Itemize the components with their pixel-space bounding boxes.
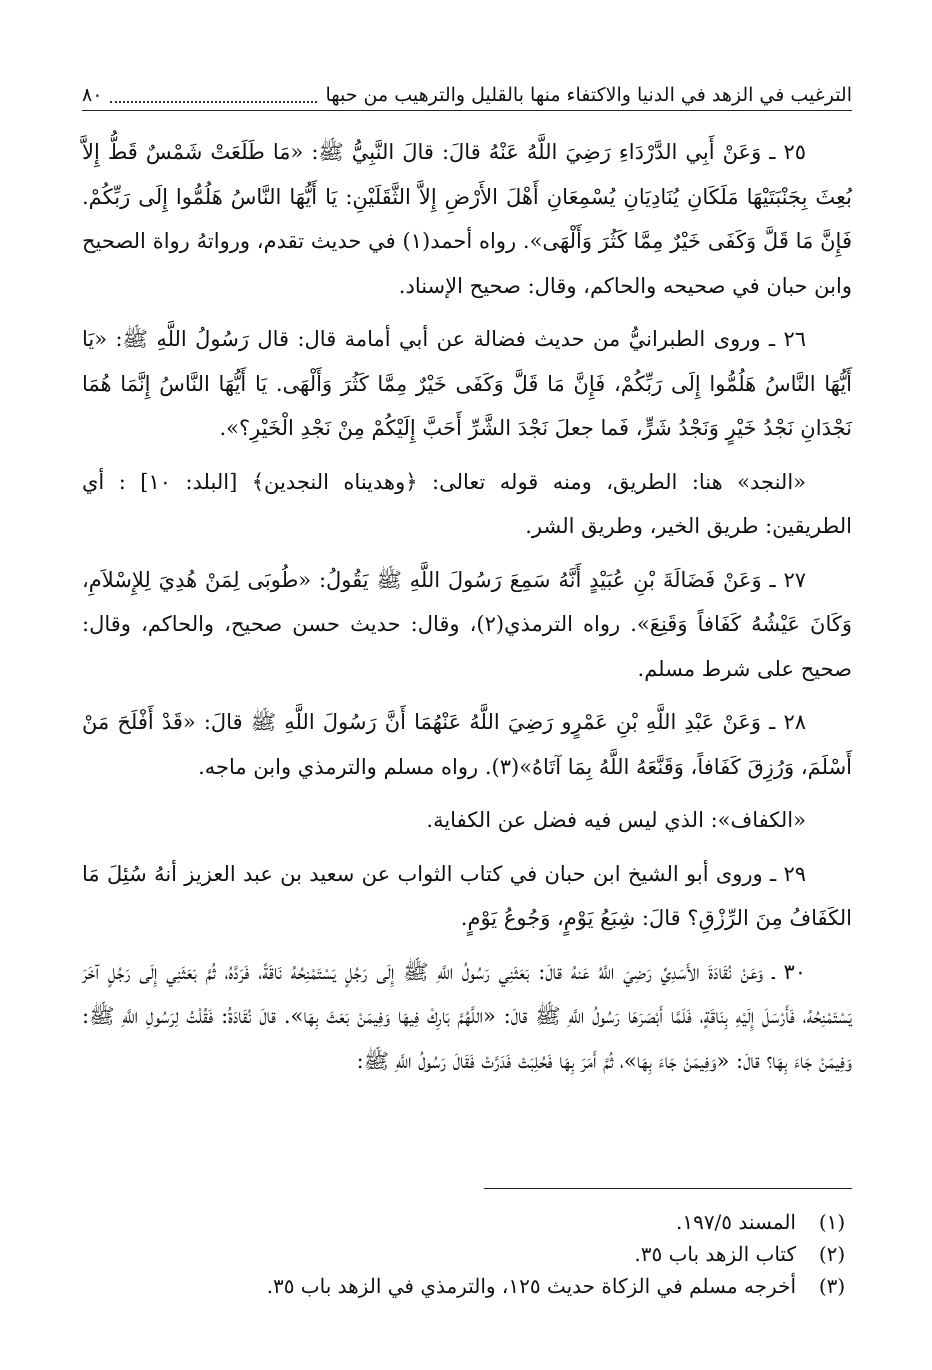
hadith-25-paragraph: ٢٥ ـ وَعَنْ أَبِي الدَّرْدَاءِ رَضِيَ اللَّهُ عَنْهُ قالَ: قالَ النَّبِيُّ ﷺ: «مَا طَلَعَتْ شَمْسٌ قَطُّ إِلاَّ بُعِثَ بِجَنْبَتَيْهَا مَلَكَانِ يُنَادِيَانِ يُسْمِعَانِ أَهْلَ الأَرْضِ إِلاَّ الثَّقَلَيْنِ: يَا أَيُّهَا النَّاسُ هَلُمُّوا إِلَى رَبِّكُمْ. فَإِنَّ مَا قَلَّ وَكَفَى خَيْرٌ مِمَّا كَثُرَ وَأَلْهَى». رواه أحمد(١) في حديث تقدم، ورواتهُ رواة الصحيح وابن حبان في صحيحه والحاكم، وقال: صحيح الإسناد.: [82, 140, 852, 298]
footnote-item: [82, 1206, 852, 1238]
hadith-26-paragraph: ٢٦ ـ وروى الطبرانيُّ من حديث فضالة عن أبي أمامة قال: قال رَسُولُ اللَّهِ ﷺ: «يَا أَيُّهَا النَّاسُ هَلُمُّوا إِلَى رَبِّكُمْ، فَإِنَّ مَا قَلَّ وَكَفَى خَيْرٌ مِمَّا كَثُرَ وَأَلْهَى. يَا أَيُّهَا النَّاسُ إِنَّمَا هُمَا نَجْدَانِ نَجْدُ خَيْرٍ وَنَجْدُ شَرٍّ، فَما جعلَ نَجْدَ الشَّرِّ أَحَبَّ إِلَيْكُمْ مِنْ نَجْدِ الْخَيْرِ؟».: [82, 327, 852, 440]
hadith-27-paragraph: ٢٧ ـ وَعَنْ فَضَالَةَ بْنِ عُبَيْدٍ أَنَّهُ سَمِعَ رَسُولَ اللَّهِ ﷺ يَقُولُ: «طُوبَى لِمَنْ هُدِيَ لِلإِسْلاَمِ، وَكَانَ عَيْشُهُ كَفَافاً وَقَنِعَ». رواه الترمذي(٢)، وقال: حديث حسن صحيح، والحاكم، وقال: صحيح على شرط مسلم.: [82, 567, 853, 681]
najd-explanation-paragraph: «النجد» هنا: الطريق، ومنه قوله تعالى: ﴿وهديناه النجدين﴾ [البلد: ١٠] : أي الطريقين: طريق الخير، وطريق الشر.: [82, 469, 852, 538]
hadith-28-paragraph: ٢٨ ـ وَعَنْ عَبْدِ اللَّهِ بْنِ عَمْرٍو رَضِيَ اللَّهُ عَنْهُمَا أَنَّ رَسُولَ اللَّهِ ﷺ قالَ: «قَدْ أَفْلَحَ مَنْ أَسْلَمَ، وَرُزِقَ كَفَافاً، وَقَنَّعَهُ اللَّهُ بِمَا آتَاهُ»(٣). رواه مسلم والترمذي وابن ماجه.: [82, 710, 852, 779]
page-header: [82, 78, 852, 108]
kafaf-explanation-paragraph: «الكفاف»: الذي ليس فيه فضل عن الكفاية.: [426, 808, 806, 832]
header-dot-leader: [110, 99, 317, 103]
page-number: ٨٠: [82, 84, 103, 106]
footnote-text: كتاب الزهد باب ٣٥.: [634, 1242, 796, 1266]
footnote-item: [82, 1270, 852, 1302]
footnote-number: (١): [818, 1210, 846, 1234]
footnote-text: أخرجه مسلم في الزكاة حديث ١٢٥، والترمذي في الزهد باب ٣٥.: [266, 1274, 796, 1298]
footnote-number: (٣): [818, 1274, 846, 1298]
hadith-29-paragraph: ٢٩ ـ وروى أبو الشيخ ابن حبان في كتاب الثواب عن سعيد بن عبد العزيز أنهُ سُئِلَ مَا الكَفَافُ مِنَ الرِّزْقِ؟ قالَ: شِبَعُ يَوْمٍ، وَجُوعُ يَوْمٍ.: [82, 861, 852, 930]
footnote-text: المسند ١٩٧/٥.: [675, 1210, 796, 1234]
footnote-item: [82, 1238, 852, 1270]
running-title: الترغيب في الزهد في الدنيا والاكتفاء منها بالقليل والترهيب من حبها: [325, 84, 852, 106]
hadith-30-paragraph: ٣٠ ـ وَعَنْ نُقَادَةَ الأَسَدِيِّ رَضِيَ اللَّهُ عَنهُ قالَ: بَعَثَنِي رَسُولُ اللَّهِ ﷺ إِلَى رَجُلٍ يَسْتَمْنِحُهُ نَاقَةً، فَرَدَّهُ، ثُمَّ بَعَثَنِي إِلَى رَجُلٍ آخَرَ يَسْتَمْنِحُهُ، فَأَرْسَلَ إِلَيْهِ بِنَاقَةٍ، فَلَمَّا أَبْصَرَهَا رَسُولُ اللَّهِ ﷺ قالَ: «اللَّهُمَّ بَارِكْ فِيهَا وَفِيمَنْ بَعَثَ بِهَا». قالَ نُقَادَةُ: فَقُلْتُ لِرَسُولِ اللَّهِ ﷺ: وَفِيمَنْ جَاءَ بِهَا؟ قالَ: «وَفِيمَنْ جَاءَ بِهَا»، ثُمَّ أَمَرَ بِهَا فَحُلِبَتْ فَدَرَّتْ فَقَالَ رَسُولُ اللَّهِ ﷺ:: [82, 959, 852, 1073]
main-text: [82, 130, 852, 1092]
footnote-number: (٢): [818, 1242, 846, 1266]
footnote-separator: [484, 1188, 852, 1189]
header-rule: [82, 110, 852, 111]
footnotes: [82, 1206, 852, 1302]
